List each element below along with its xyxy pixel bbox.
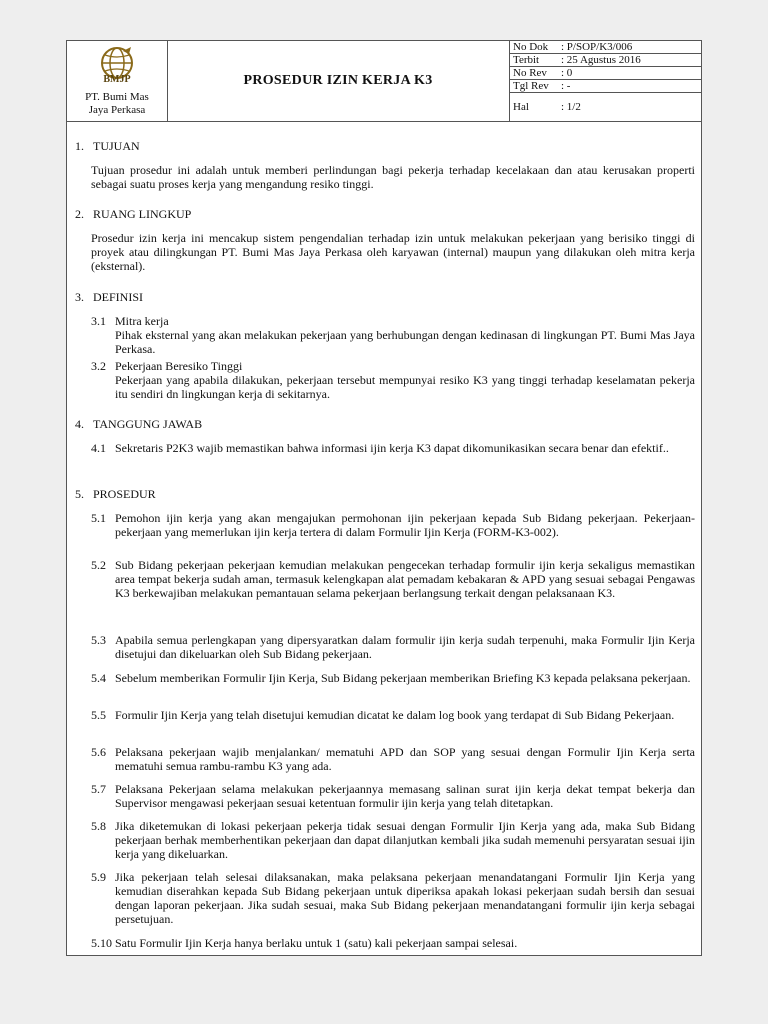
item-number: 4.1 — [91, 441, 106, 455]
meta-row-terbit — [510, 54, 701, 67]
logo-text: BMJP — [103, 74, 131, 85]
section-heading-prosedur — [75, 487, 156, 501]
section-title: TUJUAN — [93, 139, 140, 153]
definition-text: Pihak eksternal yang akan melakukan pekerjaan yang berhubungan dengan kedinasan di lingkungan PT. Bumi Mas Jaya Perkasa. — [115, 328, 695, 356]
section-heading-tujuan — [75, 139, 140, 153]
section-number: 2. — [75, 207, 84, 221]
meta-value: : 1/2 — [561, 101, 581, 113]
item-text: Sub Bidang pekerjaan pekerjaan kemudian melakukan pengecekan terhadap formulir ijin kerja sekaligus memastikan area tempat bekerja sudah aman, termasuk kelengkapan alat pemadam kebakaran & APD yang sesuai sebagai Pengawas K3 berkewajiban melakukan pemantauan selama pekerjaan berlangsung terkait dengan pelaksanaan K3. — [115, 558, 695, 600]
company-name — [67, 91, 167, 117]
section-text-tujuan: Tujuan prosedur ini adalah untuk memberi perlindungan bagi pekerja terhadap kecelakaan dan atau kerusakan properti sebagai suatu proses kerja yang mengandung resiko tinggi. — [91, 163, 695, 191]
item-number: 3.1 — [91, 314, 106, 328]
meta-key: Tgl Rev — [513, 80, 549, 92]
item-number: 5.3 — [91, 633, 106, 647]
meta-key: Hal — [513, 101, 529, 113]
item-text: Apabila semua perlengkapan yang dipersyaratkan dalam formulir ijin kerja sudah terpenuhi, maka Formulir Ijin Kerja disetujui dan dikeluarkan oleh Sub Bidang pekerjaan. — [115, 633, 695, 661]
meta-row-no-dok — [510, 41, 701, 54]
item-number: 5.7 — [91, 782, 106, 796]
section-heading-definisi — [75, 290, 143, 304]
item-text: Jika pekerjaan telah selesai dilaksanakan, maka pelaksana pekerjaan menandatangani Formulir Ijin Kerja yang kemudian diserahkan kepada Sub Bidang pekerjaan untuk diperiksa apakah lokasi pekerjaan sudah bersih dan sesuai dengan laporan pekerjaan. Jika sudah sesuai, maka Sub Bidang pekerjaan menandatangani formulir ijin kerja sebagai persetujuan. — [115, 870, 695, 926]
definition-term: Pekerjaan Beresiko Tinggi — [115, 359, 243, 373]
item-number: 5.9 — [91, 870, 106, 884]
section-number: 5. — [75, 487, 84, 501]
section-heading-ruang-lingkup — [75, 207, 191, 221]
section-title: TANGGUNG JAWAB — [93, 417, 203, 431]
company-name-line2: Jaya Perkasa — [88, 104, 146, 116]
section-text-ruang-lingkup: Prosedur izin kerja ini mencakup sistem pengendalian terhadap izin untuk melakukan pekerjaan yang berisiko tinggi di proyek atau dilingkungan PT. Bumi Mas Jaya Perkasa oleh karyawan (internal) maupun yang dilakukan oleh mitra kerja (eksternal). — [91, 231, 695, 273]
item-number: 5.1 — [91, 511, 106, 525]
section-title: PROSEDUR — [93, 487, 156, 501]
globe-logo-icon — [95, 45, 139, 89]
item-number: 3.2 — [91, 359, 106, 373]
meta-key: No Rev — [513, 67, 547, 79]
item-number: 5.6 — [91, 745, 106, 759]
definition-term: Mitra kerja — [115, 314, 169, 328]
item-text: Pelaksana pekerjaan wajib menjalankan/ mematuhi APD dan SOP yang sesuai dengan Formulir Ijin Kerja serta mematuhi semua rambu-rambu K3 yang ada. — [115, 745, 695, 773]
company-name-line1: PT. Bumi Mas — [85, 91, 149, 103]
meta-value: : - — [561, 80, 571, 92]
section-number: 1. — [75, 139, 84, 153]
section-number: 4. — [75, 417, 84, 431]
document-page — [66, 40, 702, 956]
section-title: RUANG LINGKUP — [93, 207, 192, 221]
item-number: 5.4 — [91, 671, 106, 685]
item-text: Sebelum memberikan Formulir Ijin Kerja, Sub Bidang pekerjaan memberikan Briefing K3 kepada pelaksana pekerjaan. — [115, 671, 691, 685]
section-number: 3. — [75, 290, 84, 304]
section-heading-tanggung-jawab — [75, 417, 202, 431]
item-text: Pemohon ijin kerja yang akan mengajukan permohonan ijin pekerjaan kepada Sub Bidang pekerjaan. Pekerjaan-pekerjaan yang memerlukan ijin kerja tertera di dalam Formulir Ijin Kerja (FORM-K3-002). — [115, 511, 695, 539]
item-text: Jika diketemukan di lokasi pekerjaan pekerja tidak sesuai dengan Formulir Ijin Kerja yang ada, maka Sub Bidang pekerjaan berhak memberhentikan pekerjaan dan dapat dilanjutkan kembali jika sudah memenuhi persyaratan sesuai ijin kerja yang dikeluarkan. — [115, 819, 695, 861]
meta-row-hal — [510, 93, 701, 121]
document-title: PROSEDUR IZIN KERJA K3 — [167, 41, 510, 121]
definition-text: Pekerjaan yang apabila dilakukan, pekerjaan tersebut mempunyai resiko K3 yang tinggi terhadap keselamatan pekerja itu sendiri dn lingkungan kerja di sekitarnya. — [115, 373, 695, 401]
section-title: DEFINISI — [93, 290, 143, 304]
item-text: Formulir Ijin Kerja yang telah disetujui kemudian dicatat ke dalam log book yang terdapat di Sub Bidang Pekerjaan. — [115, 708, 675, 722]
item-number: 5.10 — [91, 936, 112, 950]
item-number: 5.5 — [91, 708, 106, 722]
item-number: 5.8 — [91, 819, 106, 833]
meta-row-no-rev — [510, 67, 701, 80]
meta-key: Terbit — [513, 54, 540, 66]
item-text: Pelaksana Pekerjaan selama melakukan pekerjaannya memasang salinan surat ijin kerja dekat tempat bekerja dan Supervisor mengawasi pekerjaan sesuai ketentuan formulir ijin kerja yang telah ditetapkan. — [115, 782, 695, 810]
document-header — [67, 41, 701, 122]
meta-value: : P/SOP/K3/006 — [561, 41, 633, 53]
item-number: 5.2 — [91, 558, 106, 572]
meta-value: : 25 Agustus 2016 — [561, 54, 641, 66]
document-meta-table — [510, 41, 701, 121]
meta-key: No Dok — [513, 41, 549, 53]
company-logo-cell — [67, 41, 168, 121]
meta-value: : 0 — [561, 67, 573, 79]
item-text: Satu Formulir Ijin Kerja hanya berlaku untuk 1 (satu) kali pekerjaan sampai selesai. — [115, 936, 518, 950]
item-text: Sekretaris P2K3 wajib memastikan bahwa informasi ijin kerja K3 dapat dikomunikasikan secara benar dan efektif.. — [115, 441, 669, 455]
meta-row-tgl-rev — [510, 80, 701, 93]
